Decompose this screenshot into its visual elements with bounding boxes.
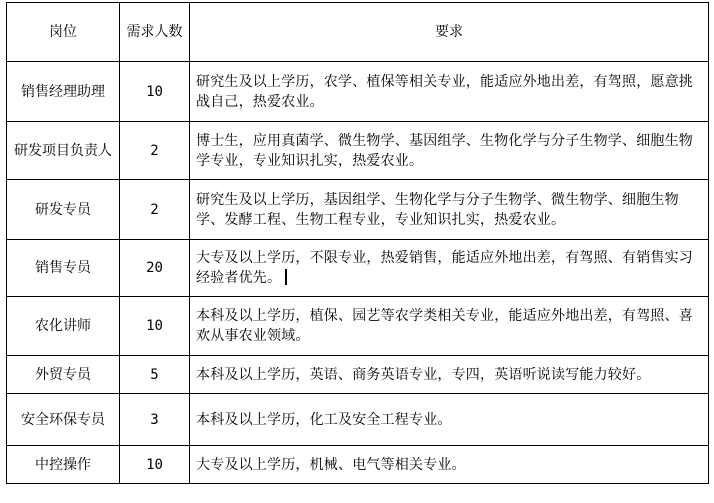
cell-requirements: 博士生，应用真菌学、微生物学、基因组学、生物化学与分子生物学、细胞生物学专业，专业知识扎实，热爱农业。 [190, 122, 709, 180]
cell-count: 20 [120, 240, 190, 297]
table-header-row [7, 3, 709, 62]
cell-requirements: 大专及以上学历，机械、电气等相关专业。 [190, 446, 709, 484]
cell-count: 2 [120, 180, 190, 240]
table-row [7, 297, 709, 356]
cell-count: 10 [120, 446, 190, 484]
cell-requirements: 本科及以上学历，化工及安全工程专业。 [190, 394, 709, 446]
job-requirements-table [6, 2, 709, 484]
cell-requirements: 本科及以上学历，植保、园艺等农学类相关专业，能适应外地出差，有驾照、喜欢从事农业领域。 [190, 297, 709, 356]
cell-requirements: 本科及以上学历，英语、商务英语专业，专四，英语听说读写能力较好。 [190, 356, 709, 394]
cell-requirements-text[interactable]: 大专及以上学历，不限专业，热爱销售，能适应外地出差，有驾照、有销售实习经验者优先。 [196, 250, 693, 286]
header-position-label: 岗位 [49, 24, 77, 40]
cell-count: 5 [120, 356, 190, 394]
cell-requirements-editing[interactable] [190, 240, 709, 297]
cell-position: 研发项目负责人 [7, 122, 120, 180]
header-count-label: 需求人数 [126, 24, 183, 40]
cell-count: 2 [120, 122, 190, 180]
cell-requirements: 研究生及以上学历，基因组学、生物化学与分子生物学、微生物学、细胞生物学、发酵工程、生物工程专业，专业知识扎实，热爱农业。 [190, 180, 709, 240]
cell-position: 研发专员 [7, 180, 120, 240]
table-row [7, 180, 709, 240]
cell-requirements: 研究生及以上学历，农学、植保等相关专业，能适应外地出差，有驾照，愿意挑战自己，热爱农业。 [190, 62, 709, 122]
header-position [7, 3, 120, 62]
text-cursor [285, 269, 287, 285]
table-row [7, 122, 709, 180]
table-row [7, 446, 709, 484]
header-count [120, 3, 190, 62]
cell-position: 销售经理助理 [7, 62, 120, 122]
header-requirements [190, 3, 709, 62]
header-requirements-label: 要求 [435, 24, 463, 40]
table-row [7, 394, 709, 446]
cell-position: 外贸专员 [7, 356, 120, 394]
cell-position: 农化讲师 [7, 297, 120, 356]
cell-position: 安全环保专员 [7, 394, 120, 446]
cell-position: 销售专员 [7, 240, 120, 297]
table-row [7, 240, 709, 297]
cell-count: 10 [120, 297, 190, 356]
table-row [7, 62, 709, 122]
cell-count: 3 [120, 394, 190, 446]
cell-count: 10 [120, 62, 190, 122]
cell-position: 中控操作 [7, 446, 120, 484]
table-row [7, 356, 709, 394]
